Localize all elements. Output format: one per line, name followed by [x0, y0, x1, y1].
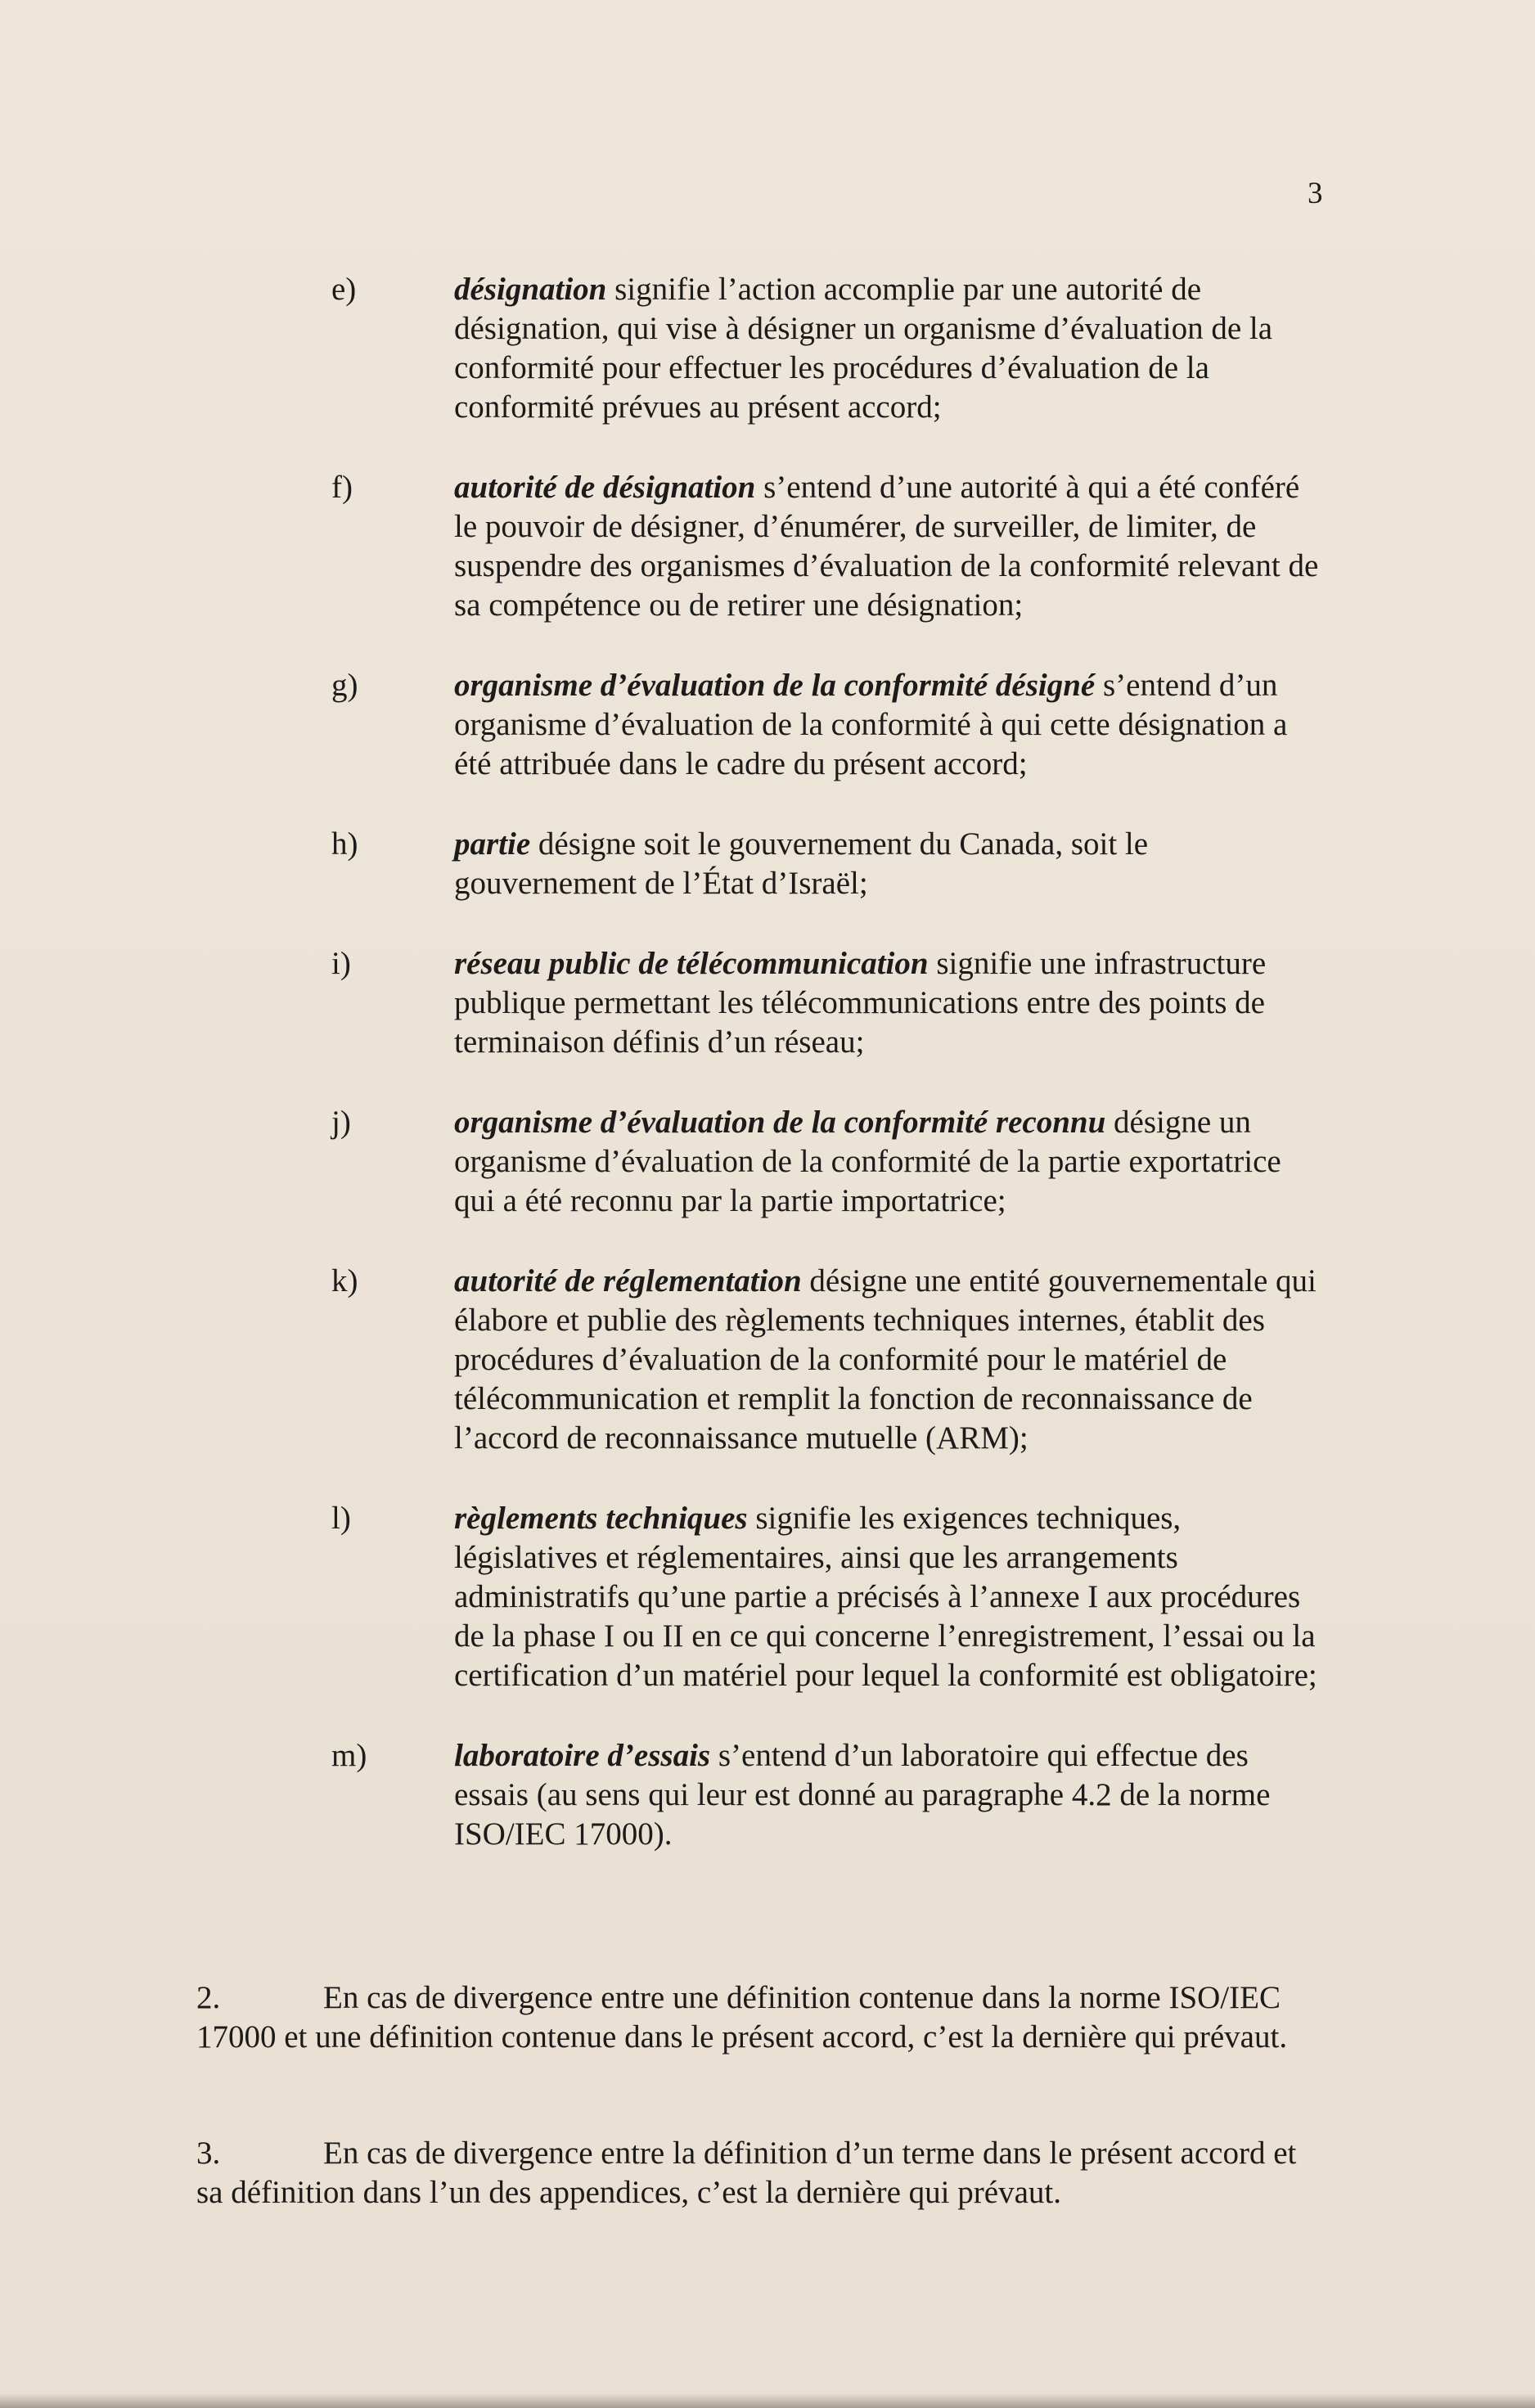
definition-body [454, 1499, 1321, 1695]
definition-item-l [0, 1499, 1535, 1695]
definition-item-i [0, 944, 1535, 1062]
definition-text: désigne un organisme d’évaluation de la conformité de la partie exportatrice qui a été reconnu par la partie importatrice; [454, 1105, 1281, 1218]
definition-item-j [0, 1103, 1535, 1221]
paragraph-number: 3. [196, 2136, 221, 2171]
definition-term: règlements techniques [454, 1501, 748, 1536]
page-bottom-shadow [0, 2393, 1535, 2408]
definition-text: s’entend d’un organisme d’évaluation de la conformité à qui cette désignation a été attribuée dans le cadre du présent accord; [454, 668, 1288, 781]
definition-letter: e) [331, 272, 357, 307]
definition-term: réseau public de télécommunication [454, 946, 929, 981]
definition-text: désigne soit le gouvernement du Canada, soit le gouvernement de l’État d’Israël; [454, 826, 1149, 901]
definition-letter: j) [331, 1105, 351, 1140]
definition-letter: l) [331, 1501, 351, 1536]
definition-text: signifie l’action accomplie par une autorité de désignation, qui vise à désigner un organisme d’évaluation de la conformité pour effectuer les procédures d’évaluation de la conformité prévues au présent accord; [454, 272, 1273, 425]
definition-body [454, 1103, 1321, 1221]
definition-letter: f) [331, 470, 353, 505]
definition-text: désigne une entité gouvernementale qui élabore et publie des règlements techniques internes, établit des procédures d’évaluation de la conformité pour le matériel de télécommunication et remplit la fonction de reconnaissance de l’accord de reconnaissance mutuelle (ARM); [454, 1263, 1317, 1456]
definition-letter: h) [331, 826, 358, 862]
definitions-list [0, 270, 1535, 1895]
paragraph-text: En cas de divergence entre la définition d’un terme dans le présent accord et sa définition dans l’un des appendices, c’est la dernière qui prévaut. [196, 2136, 1297, 2210]
definition-term: désignation [454, 272, 607, 307]
definition-letter: i) [331, 946, 351, 981]
paragraph-text: En cas de divergence entre une définition contenue dans la norme ISO/IEC 17000 et une définition contenue dans le présent accord, c’est la dernière qui prévaut. [196, 1980, 1288, 2055]
definition-item-m [0, 1736, 1535, 1854]
definition-body [454, 1736, 1321, 1854]
definition-letter: m) [331, 1738, 367, 1773]
definition-letter: k) [331, 1263, 358, 1299]
definition-letter: g) [331, 668, 358, 703]
definition-text: signifie les exigences techniques, législatives et réglementaires, ainsi que les arrangements administratifs qu’une partie a précisés à l’annexe I aux procédures de la phase I ou II en ce qui concerne l’enregistrement, l’essai ou la certification d’un matériel pour lequel la conformité est obligatoire; [454, 1501, 1317, 1693]
definition-body [454, 468, 1321, 625]
paragraph-number: 2. [196, 1980, 221, 2015]
paragraph-3 [196, 2134, 1326, 2212]
definition-item-h [0, 825, 1535, 903]
definition-text: signifie une infrastructure publique permettant les télécommunications entre des points de terminaison définis d’un réseau; [454, 946, 1267, 1060]
definition-item-k [0, 1262, 1535, 1458]
definition-body [454, 944, 1321, 1062]
definition-term: organisme d’évaluation de la conformité désigné [454, 668, 1096, 703]
definition-item-g [0, 666, 1535, 784]
definition-body [454, 270, 1321, 427]
definition-item-f [0, 468, 1535, 625]
paragraph-2 [196, 1978, 1326, 2057]
definition-term: laboratoire d’essais [454, 1738, 711, 1773]
definition-body [454, 666, 1321, 784]
definition-text: s’entend d’un laboratoire qui effectue des essais (au sens qui leur est donné au paragraphe 4.2 de la norme ISO/IEC 17000). [454, 1738, 1271, 1852]
definition-term: partie [454, 826, 531, 862]
definition-body [454, 1262, 1321, 1458]
definition-item-e [0, 270, 1535, 427]
definition-text: s’entend d’une autorité à qui a été conféré le pouvoir de désigner, d’énumérer, de surveiller, de limiter, de suspendre des organismes d’évaluation de la conformité relevant de sa compétence ou de retirer une désignation; [454, 470, 1319, 623]
definition-body [454, 825, 1321, 903]
definition-term: autorité de désignation [454, 470, 756, 505]
definition-term: autorité de réglementation [454, 1263, 802, 1299]
definition-term: organisme d’évaluation de la conformité reconnu [454, 1105, 1106, 1140]
page-number: 3 [1308, 177, 1323, 210]
